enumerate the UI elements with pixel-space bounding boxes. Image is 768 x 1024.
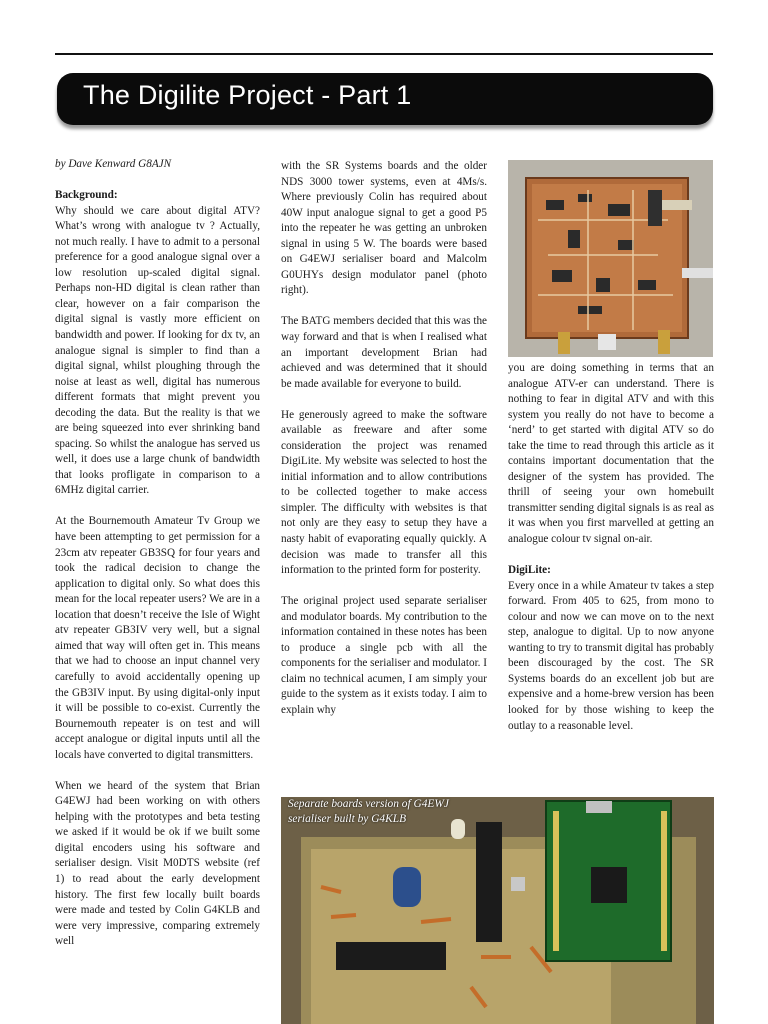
modulator-board-photo <box>508 160 713 357</box>
photo-caption: Separate boards version of G4EWJ serialiser built by G4KLB <box>288 798 449 825</box>
column-2 <box>281 159 487 734</box>
digilite-heading: DigiLite: <box>508 564 551 577</box>
paragraph: He generously agreed to make the software available as freeware and after some consideration the project was renamed DigiLite. My website was selected to host the initial information and to allow contributions to be collected together to make access simpler. The difficulty with websites is that not only are they easy to setup they have a nasty habit of evaporating equally quickly. A decision was made to transfer all this information to the printed form for posterity. <box>281 408 487 577</box>
background-heading: Background: <box>55 189 118 202</box>
column-3 <box>508 361 714 750</box>
page-title: The Digilite Project - Part 1 <box>83 80 412 110</box>
title-banner <box>57 73 713 125</box>
byline: by Dave Kenward G8AJN <box>55 158 172 170</box>
serialiser-boards-photo <box>281 797 714 1024</box>
top-rule <box>55 53 713 55</box>
paragraph: Why should we care about digital ATV? What’s wrong with analogue tv ? Actually, not much really. I have to admit to a personal preference for a good analogue signal over a low resolution up-scaled digital signal. Perhaps non-HD digital is clean rather than clear, however on a fair comparison the digital signal is vastly more efficient on bandwidth and power. If looking for dx tv, an analogue signal is simpler to find than a digital signal, whilst ploughing through the noise at least as well, digital has numerous different formats that might prevent you decoding the data. But the reality is that we are being squeezed into ever shrinking band spacing. So whilst the analogue has served us well, it does use a large chunk of bandwidth that looks profligate in comparison to a 6MHz digital carrier. <box>55 204 260 497</box>
background-section <box>55 188 260 499</box>
paragraph: At the Bournemouth Amateur Tv Group we have been attempting to get permission for a 23cm atv repeater GB3SQ for four years and took the radical decision to change the application to digital only. So what does this mean for the local repeater users? We are in a location that doesn’t receive the Isle of Wight atv repeater GB3IV very well, but a signal aimed that way will often get in. This means that we had to choose an input channel very carefully to avoid accidentally opening up the GB3IV input. By using digital-only input it will be possible to co-exist. Currently the Bournemouth repeater is on test and will accept analogue or digital inputs until all the locals have converted to digital transmitters. <box>55 515 260 761</box>
paragraph: with the SR Systems boards and the older NDS 3000 tower systems, even at 4Ms/s. Where previously Colin has required about 40W input analogue signal to get a good P5 into the repeater he was getting an unbroken signal in using 5 W. The boards were based on G4EWJ serialiser board and Malcolm G0UHYs design modulator panel (photo right). <box>281 160 487 297</box>
paragraph: The BATG members decided that this was the way forward and that is when I realised what an important development Brian had achieved and was determined that it should be made available for everyone to build. <box>281 315 487 390</box>
paragraph: When we heard of the system that Brian G4EWJ had been working on with others helping with the prototypes and beta testing we asked if it would be ok if we built some digital encoders using his software and serialiser design. Visit M0DTS website (ref 1) to read about the early development history. The first few locally built boards were made and tested by Colin G4KLB and were very impressive, comparing extremely well <box>55 779 260 948</box>
paragraph: Every once in a while Amateur tv takes a step forward. From 405 to 625, from mono to colour and now we can move on to the next step, analogue to digital. Up to now anyone wanting to try to transmit digital has probably been discouraged by the cost. The SR Systems boards do an excellent job but are expensive and a home-brew version has been looked for by those wishing to keep the outlay to a reasonable level. <box>508 579 714 732</box>
paragraph: The original project used separate serialiser and modulator boards. My contribution to the information contained in these notes has been to produce a single pcb with all the components for the serialiser and modulator. I claim no technical acumen, I am simply your guide to the system as it exists today. I aim to explain why <box>281 595 487 716</box>
digilite-section <box>508 563 714 734</box>
column-1 <box>55 157 260 965</box>
paragraph: you are doing something in terms that an analogue ATV-er can understand. There is nothing to fear in digital ATV and with this system you really do not have to become a ‘nerd’ to get started with digital ATV so do take the time to read through this article as it contains important documentation that the designer of the system has provided. The thrill of seeing your own homebuilt transmitter sending digital signals is as real as it was when you first marvelled at getting an analogue colour tv signal on-air. <box>508 362 714 546</box>
